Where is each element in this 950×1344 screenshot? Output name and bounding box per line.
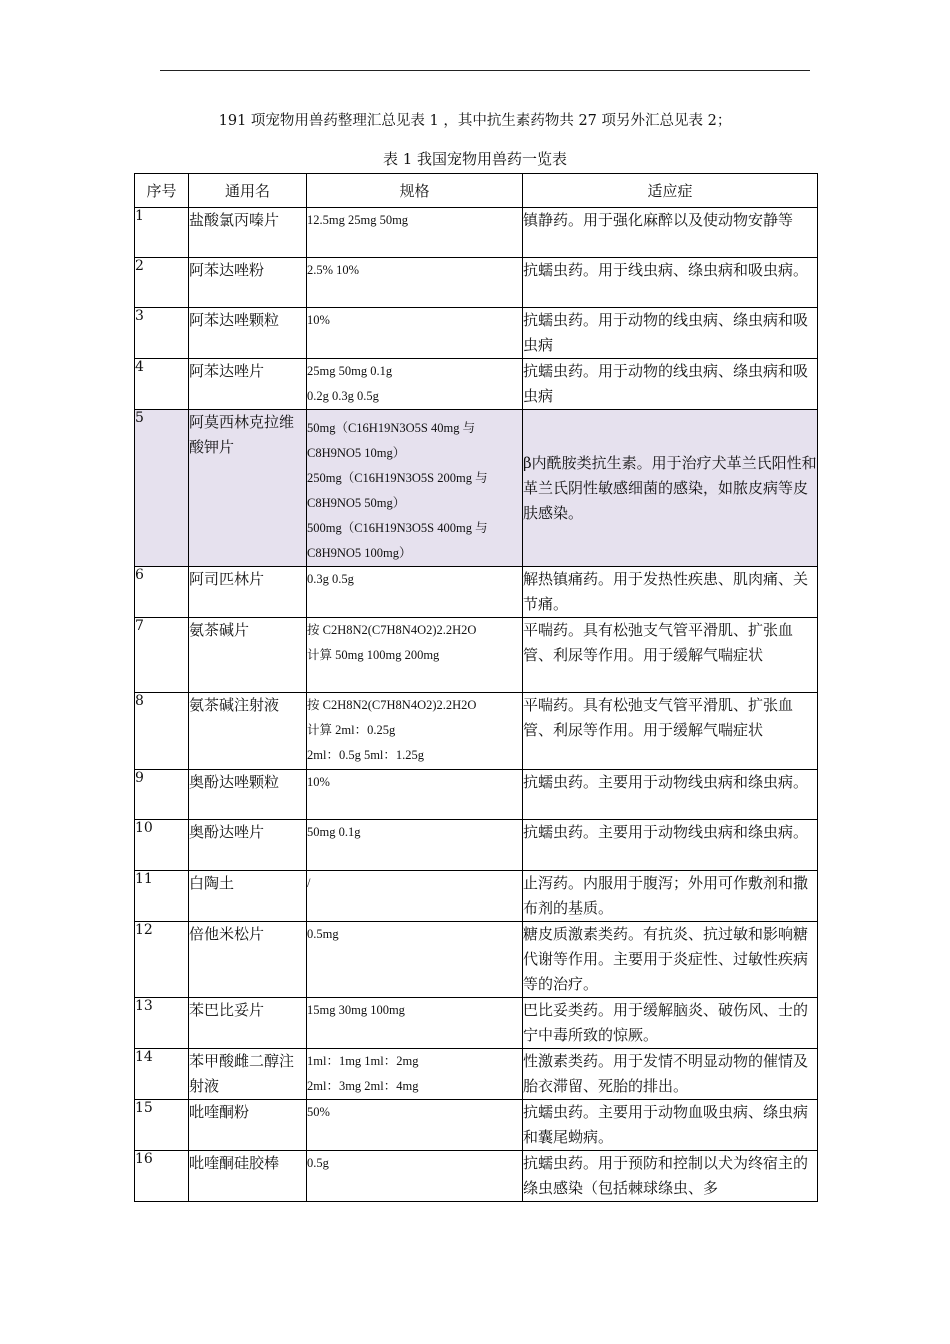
cell-no: 5 [135, 410, 189, 567]
cell-indication: 抗蠕虫药。用于动物的线虫病、绦虫病和吸虫病 [523, 308, 818, 359]
cell-name: 氨茶碱注射液 [189, 693, 307, 770]
cell-spec: 0.5g [307, 1151, 523, 1202]
table-row [135, 871, 818, 922]
cell-spec: 12.5mg 25mg 50mg [307, 208, 523, 258]
drug-table [134, 173, 818, 1202]
cell-no: 11 [135, 871, 189, 922]
cell-name: 阿司匹林片 [189, 567, 307, 618]
cell-name: 苯甲酸雌二醇注射液 [189, 1049, 307, 1100]
cell-no: 14 [135, 1049, 189, 1100]
table-row [135, 770, 818, 820]
cell-indication: 抗蠕虫药。主要用于动物血吸虫病、绦虫病和囊尾蚴病。 [523, 1100, 818, 1151]
cell-indication: 解热镇痛药。用于发热性疾患、肌肉痛、关节痛。 [523, 567, 818, 618]
cell-indication: 抗蠕虫药。主要用于动物线虫病和绦虫病。 [523, 770, 818, 820]
cell-spec: 按 C2H8N2(C7H8N4O2)2.2H2O 计算 2ml：0.25g 2ml：0.5g 5ml：1.25g [307, 693, 523, 770]
intro-text: 191 项宠物用兽药整理汇总见表 1 ，其中抗生素药物共 27 项另外汇总见表 2； [218, 113, 732, 129]
cell-name: 苯巴比妥片 [189, 998, 307, 1049]
cell-indication: 抗蠕虫药。主要用于动物线虫病和绦虫病。 [523, 820, 818, 871]
cell-no: 1 [135, 208, 189, 258]
table-row [135, 410, 818, 567]
cell-name: 盐酸氯丙嗪片 [189, 208, 307, 258]
header-rule [160, 70, 810, 71]
cell-spec: 50mg（C16H19N3O5S 40mg 与 C8H9NO5 10mg） 250mg（C16H19N3O5S 200mg 与 C8H9NO5 50mg） 500mg（C16H19N3O5S 400mg 与 C8H9NO5 100mg） [307, 410, 523, 567]
table-row [135, 208, 818, 258]
cell-no: 6 [135, 567, 189, 618]
table-row [135, 1151, 818, 1202]
table-row [135, 618, 818, 693]
cell-no: 8 [135, 693, 189, 770]
cell-name: 奥酚达唑颗粒 [189, 770, 307, 820]
cell-indication: 巴比妥类药。用于缓解脑炎、破伤风、士的宁中毒所致的惊厥。 [523, 998, 818, 1049]
cell-spec: 0.5mg [307, 922, 523, 998]
cell-spec: 50% [307, 1100, 523, 1151]
cell-indication: 抗蠕虫药。用于线虫病、绦虫病和吸虫病。 [523, 258, 818, 308]
cell-indication: 平喘药。具有松弛支气管平滑肌、扩张血管、利尿等作用。用于缓解气喘症状 [523, 618, 818, 693]
cell-no: 12 [135, 922, 189, 998]
table-row [135, 258, 818, 308]
cell-no: 13 [135, 998, 189, 1049]
cell-name: 白陶土 [189, 871, 307, 922]
cell-name: 阿苯达唑片 [189, 359, 307, 410]
cell-name: 氨茶碱片 [189, 618, 307, 693]
cell-spec: 10% [307, 770, 523, 820]
table-row [135, 567, 818, 618]
cell-spec: 按 C2H8N2(C7H8N4O2)2.2H2O 计算 50mg 100mg 200mg [307, 618, 523, 693]
cell-name: 倍他米松片 [189, 922, 307, 998]
cell-no: 16 [135, 1151, 189, 1202]
header-no: 序号 [135, 174, 189, 208]
table-caption: 表 1 我国宠物用兽药一览表 [382, 150, 568, 168]
cell-no: 3 [135, 308, 189, 359]
header-spec: 规格 [307, 174, 523, 208]
table-row [135, 1049, 818, 1100]
table-row [135, 998, 818, 1049]
table-row [135, 922, 818, 998]
cell-name: 奥酚达唑片 [189, 820, 307, 871]
cell-spec: 2.5% 10% [307, 258, 523, 308]
cell-name: 吡喹酮硅胶棒 [189, 1151, 307, 1202]
cell-spec: / [307, 871, 523, 922]
table-row [135, 1100, 818, 1151]
cell-no: 9 [135, 770, 189, 820]
header-indication: 适应症 [523, 174, 818, 208]
cell-name: 吡喹酮粉 [189, 1100, 307, 1151]
cell-no: 15 [135, 1100, 189, 1151]
cell-spec: 1ml：1mg 1ml：2mg 2ml：3mg 2ml：4mg [307, 1049, 523, 1100]
cell-indication: 抗蠕虫药。用于动物的线虫病、绦虫病和吸虫病 [523, 359, 818, 410]
table-header-row [135, 174, 818, 208]
cell-indication: β内酰胺类抗生素。用于治疗犬革兰氏阳性和革兰氏阴性敏感细菌的感染，如脓皮病等皮肤感染。 [523, 410, 818, 567]
cell-indication: 性激素类药。用于发情不明显动物的催情及胎衣滞留、死胎的排出。 [523, 1049, 818, 1100]
cell-indication: 糖皮质激素类药。有抗炎、抗过敏和影响糖代谢等作用。主要用于炎症性、过敏性疾病等的治疗。 [523, 922, 818, 998]
cell-no: 4 [135, 359, 189, 410]
cell-spec: 50mg 0.1g [307, 820, 523, 871]
table-row [135, 820, 818, 871]
cell-indication: 抗蠕虫药。用于预防和控制以犬为终宿主的绦虫感染（包括棘球绦虫、多 [523, 1151, 818, 1202]
cell-spec: 25mg 50mg 0.1g 0.2g 0.3g 0.5g [307, 359, 523, 410]
cell-spec: 15mg 30mg 100mg [307, 998, 523, 1049]
cell-spec: 0.3g 0.5g [307, 567, 523, 618]
cell-spec: 10% [307, 308, 523, 359]
table-row [135, 359, 818, 410]
cell-no: 10 [135, 820, 189, 871]
table-row [135, 693, 818, 770]
cell-no: 2 [135, 258, 189, 308]
cell-indication: 镇静药。用于强化麻醉以及使动物安静等 [523, 208, 818, 258]
cell-name: 阿苯达唑颗粒 [189, 308, 307, 359]
header-name: 通用名 [189, 174, 307, 208]
cell-indication: 止泻药。内服用于腹泻；外用可作敷剂和撒布剂的基质。 [523, 871, 818, 922]
cell-name: 阿莫西林克拉维酸钾片 [189, 410, 307, 567]
cell-indication: 平喘药。具有松弛支气管平滑肌、扩张血管、利尿等作用。用于缓解气喘症状 [523, 693, 818, 770]
cell-no: 7 [135, 618, 189, 693]
table-row [135, 308, 818, 359]
cell-name: 阿苯达唑粉 [189, 258, 307, 308]
